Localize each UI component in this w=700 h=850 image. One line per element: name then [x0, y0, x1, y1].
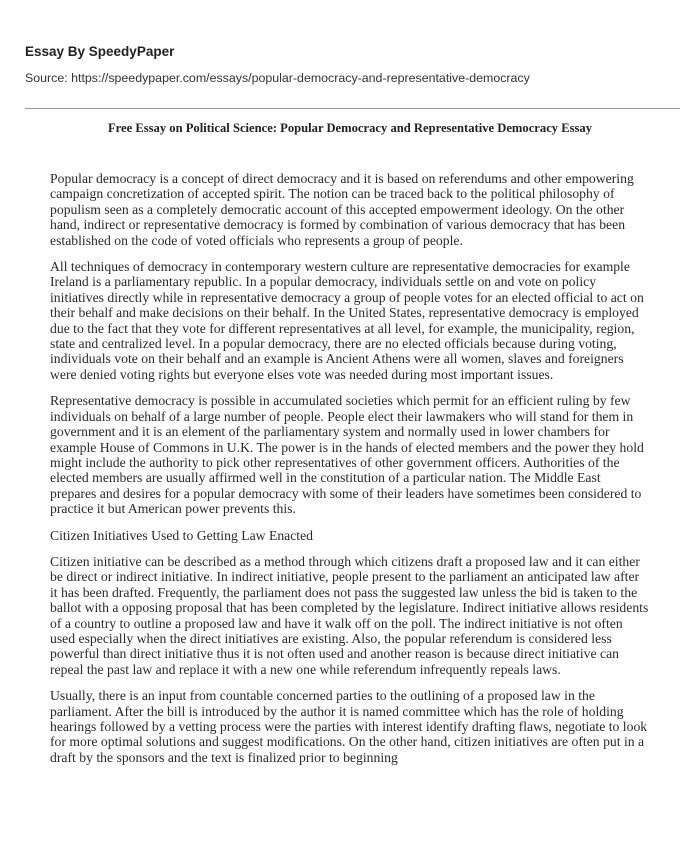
paragraph: All techniques of democracy in contemporary western culture are representative democracies for example Ireland is a parliamentary republic. In a popular democracy, individuals settle on and vote on policy initiatives directly while in representative democracy a group of people votes for an elected official to act on their behalf and make decisions on their behalf. In the United States, representative democracy is employed due to the fact that they vote for different representatives at all level, for example, the municipality, region, state and centralized level. In a popular democracy, there are no elected officials because during voting, individuals vote on their behalf and an example is Ancient Athens were all women, slaves and foreigners were denied voting rights but everyone elses vote was needed during most important issues. [50, 259, 644, 382]
essay-body [50, 171, 650, 776]
section-subheading: Citizen Initiatives Used to Getting Law Enacted [50, 527, 314, 543]
document-brand: Essay By SpeedyPaper [25, 44, 175, 59]
paragraph: Usually, there is an input from countable concerned parties to the outlining of a proposed law in the parliament. After the bill is introduced by the author it is named committee which has the role of holding hearings followed by a vetting process were the parties with interest identify drafting flaws, negotiate to look for more optimal solutions and suggest modifications. On the other hand, citizen initiatives are often put in a draft by the sponsors and the text is finalized prior to beginning [50, 688, 648, 765]
source-line: Source: https://speedypaper.com/essays/popular-democracy-and-representative-democracy [25, 71, 530, 85]
essay-title: Free Essay on Political Science: Popular Democracy and Representative Democracy Essay [107, 121, 593, 135]
paragraph: Representative democracy is possible in accumulated societies which permit for an efficient ruling by few individuals on behalf of a large number of people. People elect their lawmakers who will stand for them in government and it is an element of the parliamentary system and normally used in lower chambers for example House of Commons in U.K. The power is in the hands of elected members and the power they hold might include the authority to pick other representatives of other government officers. Authorities of the elected members are usually affirmed well in the constitution of a particular nation. The Middle East prepares and desires for a popular democracy with some of their leaders have sometimes been considered to practice it but American power prevents this. [50, 393, 644, 517]
paragraph: Popular democracy is a concept of direct democracy and it is based on referendums and other empowering campaign concretization of accepted spirit. The notion can be traced back to the political philosophy of populism seen as a completely democratic account of this accepted empowerment ideology. On the other hand, indirect or representative democracy is formed by combination of various democracy that has been established on the code of voted officials who represents a group of people. [50, 171, 634, 248]
paragraph: Citizen initiative can be described as a method through which citizens draft a proposed law and it can either be direct or indirect initiative. In indirect initiative, people present to the parliament an anticipated law after it has been drafted. Frequently, the parliament does not pass the suggested law unless the bid is taken to the ballot with a opposing proposal that has been completed by the legislature. Indirect initiative allows residents of a country to outline a proposed law and have it walk off on the poll. The indirect initiative is not often used especially when the direct initiatives are existing. Also, the popular referendum is considered less powerful than direct initiative thus it is not often used and another reason is because direct initiative can repeal the past law and replace it with a new one while referendum infrequently repeals laws. [50, 553, 649, 677]
header-divider [25, 108, 680, 109]
